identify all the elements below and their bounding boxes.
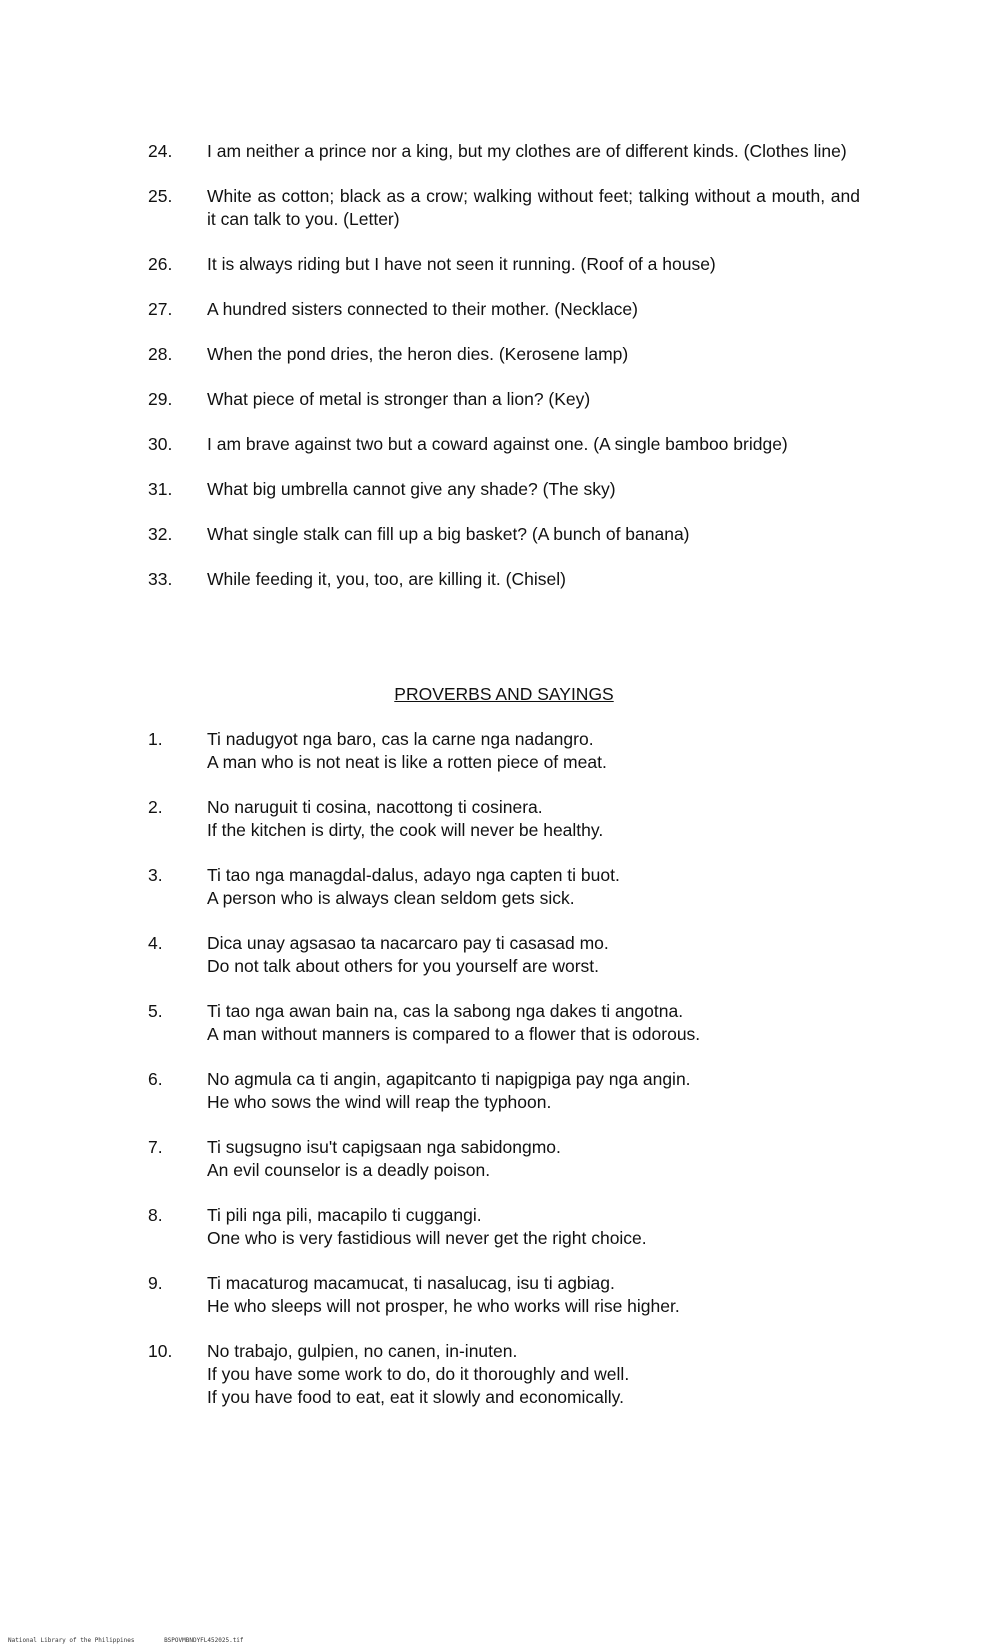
riddle-text: What big umbrella cannot give any shade? (The sky) — [207, 479, 616, 499]
proverb-translation: An evil counselor is a deadly poison. — [207, 1160, 491, 1180]
riddle-item — [148, 298, 860, 321]
proverb-original: No trabajo, gulpien, no canen, in-inuten. — [207, 1341, 518, 1361]
proverb-translation: One who is very fastidious will never get the right choice. — [207, 1228, 647, 1248]
proverb-translation: He who sleeps will not prosper, he who works will rise higher. — [207, 1296, 680, 1316]
riddle-text: While feeding it, you, too, are killing it. (Chisel) — [207, 569, 566, 589]
proverb-original: Dica unay agsasao ta nacarcaro pay ti casasad mo. — [207, 933, 609, 953]
proverb-item — [148, 1000, 860, 1046]
proverb-number: 10. — [148, 1341, 173, 1361]
riddle-item — [148, 478, 860, 501]
scan-footer — [8, 1637, 270, 1645]
proverb-translation: A man without manners is compared to a flower that is odorous. — [207, 1024, 701, 1044]
proverb-translation: If the kitchen is dirty, the cook will never be healthy. — [207, 820, 604, 840]
proverbs-heading: PROVERBS AND SAYINGS — [394, 684, 614, 704]
proverb-number: 2. — [148, 797, 163, 817]
riddle-number: 24. — [148, 141, 173, 161]
riddle-item — [148, 433, 860, 456]
proverb-item — [148, 728, 860, 774]
proverb-item — [148, 864, 860, 910]
proverb-item — [148, 1136, 860, 1182]
proverb-original: Ti nadugyot nga baro, cas la carne nga nadangro. — [207, 729, 594, 749]
riddle-number: 31. — [148, 479, 173, 499]
proverb-original: Ti tao nga awan bain na, cas la sabong nga dakes ti angotna. — [207, 1001, 684, 1021]
riddle-item — [148, 140, 860, 163]
proverb-number: 6. — [148, 1069, 163, 1089]
proverb-item — [148, 1204, 860, 1250]
riddle-text: When the pond dries, the heron dies. (Kerosene lamp) — [207, 344, 629, 364]
riddle-item — [148, 343, 860, 366]
footer-filename: BSPOVMBNDYFL452025.tif — [164, 1637, 244, 1644]
riddle-text: It is always riding but I have not seen it running. (Roof of a house) — [207, 254, 716, 274]
proverb-translation: He who sows the wind will reap the typhoon. — [207, 1092, 552, 1112]
proverb-original: Ti sugsugno isu't capigsaan nga sabidongmo. — [207, 1137, 561, 1157]
proverb-number: 4. — [148, 933, 163, 953]
proverb-translation: Do not talk about others for you yourself are worst. — [207, 956, 599, 976]
proverbs-list — [148, 728, 860, 1431]
riddle-item — [148, 523, 860, 546]
proverb-item — [148, 1068, 860, 1114]
proverb-translation: If you have some work to do, do it thoroughly and well. — [207, 1364, 630, 1384]
proverb-translation: A person who is always clean seldom gets sick. — [207, 888, 575, 908]
footer-library-name: National Library of the Philippines — [8, 1637, 135, 1644]
riddle-number: 26. — [148, 254, 173, 274]
riddles-list — [148, 140, 860, 613]
proverb-translation: A man who is not neat is like a rotten piece of meat. — [207, 752, 607, 772]
riddle-number: 25. — [148, 186, 173, 206]
riddle-number: 32. — [148, 524, 173, 544]
proverb-item — [148, 796, 860, 842]
proverb-number: 1. — [148, 729, 163, 749]
riddle-item — [148, 568, 860, 591]
proverb-item — [148, 1340, 860, 1409]
proverb-item — [148, 932, 860, 978]
proverb-original: No agmula ca ti angin, agapitcanto ti napigpiga pay nga angin. — [207, 1069, 691, 1089]
riddle-text: White as cotton; black as a crow; walking without feet; talking without a mouth, and it can talk to you. (Letter) — [207, 186, 860, 229]
proverb-original: Ti pili nga pili, macapilo ti cuggangi. — [207, 1205, 482, 1225]
riddle-text: I am brave against two but a coward against one. (A single bamboo bridge) — [207, 434, 788, 454]
proverb-number: 7. — [148, 1137, 163, 1157]
riddle-number: 29. — [148, 389, 173, 409]
proverb-original: No naruguit ti cosina, nacottong ti cosinera. — [207, 797, 543, 817]
proverb-original: Ti macaturog macamucat, ti nasalucag, isu ti agbiag. — [207, 1273, 615, 1293]
riddle-item — [148, 388, 860, 411]
proverb-number: 9. — [148, 1273, 163, 1293]
proverb-item — [148, 1272, 860, 1318]
riddle-number: 33. — [148, 569, 173, 589]
riddle-number: 30. — [148, 434, 173, 454]
riddle-text: What single stalk can fill up a big basket? (A bunch of banana) — [207, 524, 690, 544]
proverb-number: 3. — [148, 865, 163, 885]
riddle-text: I am neither a prince nor a king, but my clothes are of different kinds. (Clothes line) — [207, 141, 847, 161]
riddle-text: What piece of metal is stronger than a lion? (Key) — [207, 389, 591, 409]
proverb-original: Ti tao nga managdal-dalus, adayo nga capten ti buot. — [207, 865, 620, 885]
proverb-number: 8. — [148, 1205, 163, 1225]
riddle-item — [148, 185, 860, 231]
riddle-number: 27. — [148, 299, 173, 319]
riddle-item — [148, 253, 860, 276]
proverb-translation-second-line: If you have food to eat, eat it slowly and economically. — [207, 1387, 624, 1407]
riddle-number: 28. — [148, 344, 173, 364]
proverb-number: 5. — [148, 1001, 163, 1021]
riddle-text: A hundred sisters connected to their mother. (Necklace) — [207, 299, 638, 319]
